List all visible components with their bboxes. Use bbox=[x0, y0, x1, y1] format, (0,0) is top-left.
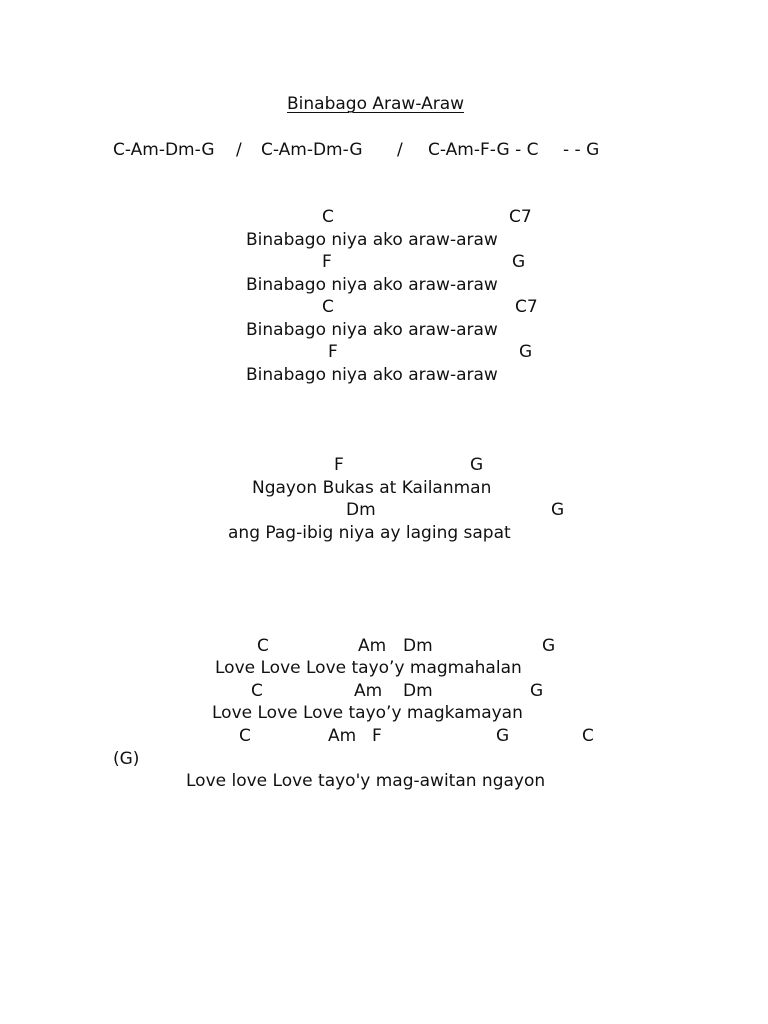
chord: G bbox=[470, 455, 484, 475]
lyric-line: Love Love Love tayo’y magmahalan bbox=[215, 658, 522, 678]
chord: G bbox=[519, 342, 533, 362]
chord: Am bbox=[354, 681, 383, 701]
intro-separator-1: / bbox=[236, 140, 242, 160]
intro-progression-1: C-Am-Dm-G bbox=[113, 140, 215, 160]
chord: C bbox=[239, 726, 251, 746]
chord: Am bbox=[358, 636, 387, 656]
chord: C bbox=[322, 207, 334, 227]
chord: Am bbox=[328, 726, 357, 746]
chord: G bbox=[496, 726, 510, 746]
intro-progression-2: C-Am-Dm-G bbox=[261, 140, 363, 160]
intro-progression-3: C-Am-F-G - C bbox=[428, 140, 539, 160]
chord: C bbox=[322, 297, 334, 317]
chord: G bbox=[512, 252, 526, 272]
lyric-line: Binabago niya ako araw-araw bbox=[246, 275, 498, 295]
lyric-line: ang Pag-ibig niya ay laging sapat bbox=[228, 523, 511, 543]
intro-progression-4: - - G bbox=[563, 140, 600, 160]
intro-separator-2: / bbox=[397, 140, 403, 160]
chord: C bbox=[257, 636, 269, 656]
chord: C7 bbox=[515, 297, 538, 317]
chord: F bbox=[322, 252, 332, 272]
song-title: Binabago Araw-Araw bbox=[287, 94, 465, 114]
lyric-line: Binabago niya ako araw-araw bbox=[246, 230, 498, 250]
lyric-line: Love Love Love tayo’y magkamayan bbox=[212, 703, 523, 723]
lyric-line: Binabago niya ako araw-araw bbox=[246, 365, 498, 385]
chord: F bbox=[334, 455, 344, 475]
chord: C7 bbox=[509, 207, 532, 227]
lyric-line: Love love Love tayo'y mag-awitan ngayon bbox=[186, 771, 546, 791]
chord: G bbox=[530, 681, 544, 701]
chord: C bbox=[582, 726, 594, 746]
chord: G bbox=[551, 500, 565, 520]
chord: F bbox=[372, 726, 382, 746]
chord: G bbox=[542, 636, 556, 656]
lyric-line: Binabago niya ako araw-araw bbox=[246, 320, 498, 340]
chord: F bbox=[328, 342, 338, 362]
chord: Dm bbox=[403, 636, 433, 656]
chord: Dm bbox=[403, 681, 433, 701]
lyric-line: Ngayon Bukas at Kailanman bbox=[252, 478, 492, 498]
chord-extra: (G) bbox=[113, 749, 140, 769]
chord: Dm bbox=[346, 500, 376, 520]
chord: C bbox=[251, 681, 263, 701]
